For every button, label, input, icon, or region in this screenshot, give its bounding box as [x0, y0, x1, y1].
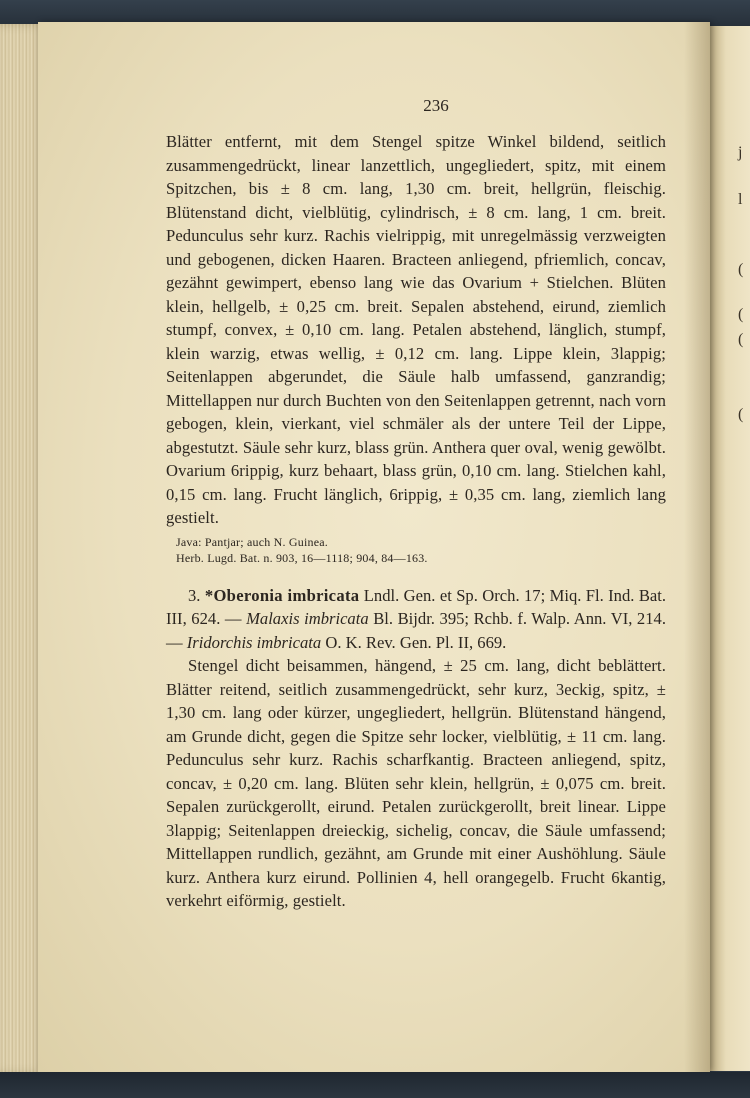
page-content — [166, 96, 666, 913]
species-reference: Bl. Bijdr. 395; Rchb. f. Walp. Ann. VI, 214. — — [166, 609, 666, 652]
species-name: *Oberonia imbricata — [204, 585, 360, 605]
page-number: 236 — [423, 96, 449, 115]
book-cover-bottom — [0, 1072, 750, 1098]
next-page-mark: ( — [738, 331, 744, 348]
next-page-mark: ( — [738, 261, 744, 278]
distribution-note: Java: Pantjar; auch N. Guinea. — [176, 534, 328, 549]
next-page-mark: j — [738, 144, 743, 161]
next-page-mark: l — [738, 191, 743, 208]
next-page-mark: ( — [738, 406, 744, 423]
synonym-name: Iridorchis imbricata — [186, 632, 322, 652]
species-number: 3. — [188, 585, 201, 605]
gutter-shadow — [684, 22, 710, 1072]
description-paragraph: Stengel dicht beisammen, hängend, ± 25 cm. lang, dicht beblättert. Blätter reitend, seitlich zusammengedrückt, sehr kurz, 3eckig, spitz, ± 1,30 cm. lang oder kürzer, ungegliedert, hellgrün. Blütenstand hängend, am Grunde dicht, gegen die Spitze sehr locker, vielblütig, ± 11 cm. lang. Pedunculus sehr kurz. Rachis scharfkantig. Bracteen anliegend, spitz, concav, ± 0,20 cm. lang. Blüten sehr klein, hellgrün, ± 0,075 cm. breit. Sepalen zurückgerollt, eirund. Petalen zurückgerollt, breit linear. Lippe 3lappig; Seitenlappen dreieckig, sichelig, concav, die Säule umfassend; Mittellappen rundlich, gezähnt, am Grunde mit einer Aushöhlung. Säule kurz. Anthera kurz eirund. Pollinien 4, hell orangegelb. Frucht 6kantig, verkehrt eiförmig, gestielt. — [166, 656, 666, 910]
species-heading — [166, 584, 666, 655]
synonym-name: Malaxis imbricata — [246, 609, 369, 628]
next-page-mark: ( — [738, 306, 744, 323]
description-paragraph: Blätter entfernt, mit dem Stengel spitze Winkel bildend, seitlich zusammengedrückt, linear lanzettlich, ungegliedert, spitz, mit einem Spitzchen, bis ± 8 cm. lang, 1,30 cm. breit, hellgrün, fleischig. Blütenstand dicht, vielblütig, cylindrisch, ± 8 cm. lang, 1 cm. breit. Pedunculus sehr kurz. Rachis vielrippig, mit unregelmässig verzweigten und gebogenen, dicken Haaren. Bracteen anliegend, pfriemlich, concav, gezähnt gewimpert, ebenso lang wie das Ovarium + Stielchen. Blüten klein, hellgelb, ± 0,25 cm. breit. Sepalen abstehend, eirund, ziemlich stumpf, convex, ± 0,10 cm. lang. Petalen abstehend, länglich, stumpf, klein warzig, etwas wellig, ± 0,12 cm. lang. Lippe klein, 3lappig; Seitenlappen abgerundet, die Säule halb umfassend, ganzrandig; Mittellappen nur durch Buchten von den Seitenlappen getrennt, nach vorn gebogen, klein, vierkant, viel schmäler als der untere Teil der Lippe, abgestutzt. Säule sehr kurz, blass grün. Anthera quer oval, wenig gewölbt. Ovarium 6rippig, kurz behaart, blass grün, 0,10 cm. lang. Stielchen kahl, 0,15 cm. lang. Frucht länglich, 6rippig, ± 0,35 cm. lang, ziemlich lang gestielt. — [166, 132, 666, 527]
herbarium-note: Herb. Lugd. Bat. n. 903, 16—1118; 904, 84—163. — [176, 550, 428, 565]
species-reference: O. K. Rev. Gen. Pl. II, 669. — [321, 632, 507, 652]
next-page-edge — [710, 26, 750, 1071]
species-reference: Lndl. Gen. et Sp. Orch. 17; Miq. Fl. Ind. Bat. III, 624. — — [166, 585, 667, 628]
